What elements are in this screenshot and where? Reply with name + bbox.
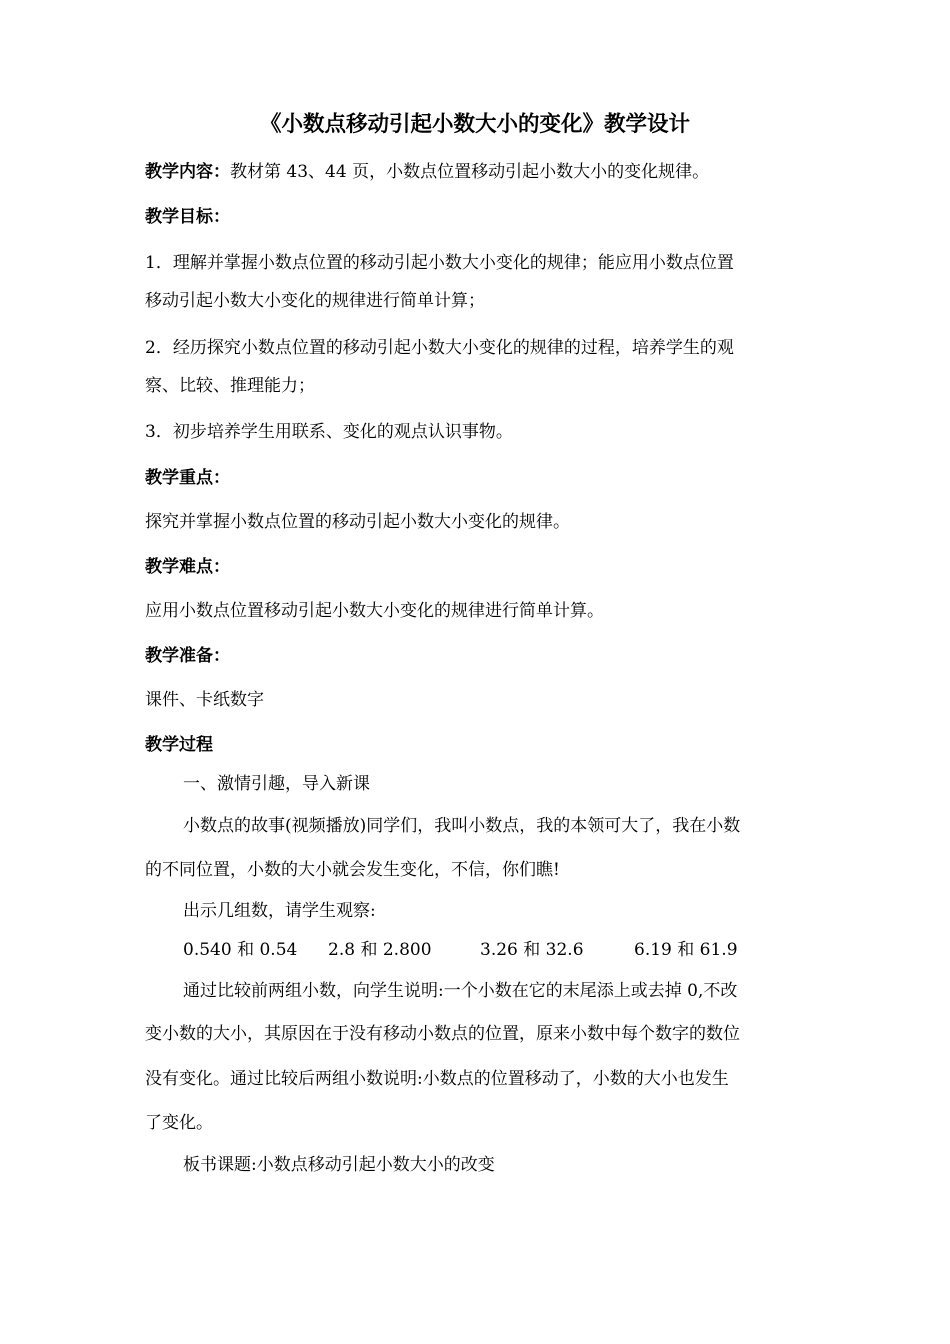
document-title: 《小数点移动引起小数大小的变化》教学设计 [259,112,690,137]
number-group-1: 0.540 和 0.54 [183,940,298,960]
number-groups [183,939,738,961]
number-group-2: 2.8 和 2.800 [328,940,432,960]
difficulty-heading: 教学难点： [145,557,230,577]
goal-1-line-1: 1．理解并掌握小数点位置的移动引起小数大小变化的规律；能应用小数点位置 [145,253,734,273]
compare-line-4: 了变化。 [145,1113,213,1133]
goal-2-line-1: 2．经历探究小数点位置的移动引起小数大小变化的规律的过程，培养学生的观 [145,338,734,358]
process-step-1: 一、激情引趣，导入新课 [183,774,370,794]
preparation-heading: 教学准备： [145,646,230,666]
board-title-line: 板书课题:小数点移动引起小数大小的改变 [183,1155,495,1175]
content-label: 教学内容： [145,162,230,182]
goal-2-line-2: 察、比较、推理能力； [145,376,315,396]
story-line-1: 小数点的故事(视频播放)同学们，我叫小数点，我的本领可大了，我在小数 [183,816,741,836]
compare-line-1: 通过比较前两组小数，向学生说明:一个小数在它的末尾添上或去掉 0,不改 [183,981,738,1001]
content-line [145,161,709,183]
content-text: 教材第 43、44 页，小数点位置移动引起小数大小的变化规律。 [230,162,710,182]
compare-line-2: 变小数的大小，其原因在于没有移动小数点的位置，原来小数中每个数字的数位 [145,1024,740,1044]
preparation-text: 课件、卡纸数字 [145,690,264,710]
compare-line-3: 没有变化。通过比较后两组小数说明:小数点的位置移动了，小数的大小也发生 [145,1069,729,1089]
key-point-text: 探究并掌握小数点位置的移动引起小数大小变化的规律。 [145,512,570,532]
story-line-2: 的不同位置，小数的大小就会发生变化，不信，你们瞧! [145,860,560,880]
show-numbers-line: 出示几组数，请学生观察: [183,901,376,921]
number-group-4: 6.19 和 61.9 [634,940,738,960]
number-group-3: 3.26 和 32.6 [480,940,584,960]
process-heading: 教学过程 [145,735,213,755]
goal-3: 3．初步培养学生用联系、变化的观点认识事物。 [145,422,513,442]
difficulty-text: 应用小数点位置移动引起小数大小变化的规律进行简单计算。 [145,601,604,621]
goal-1-line-2: 移动引起小数大小变化的规律进行简单计算； [145,291,485,311]
goals-heading: 教学目标： [145,207,230,227]
key-point-heading: 教学重点： [145,468,230,488]
